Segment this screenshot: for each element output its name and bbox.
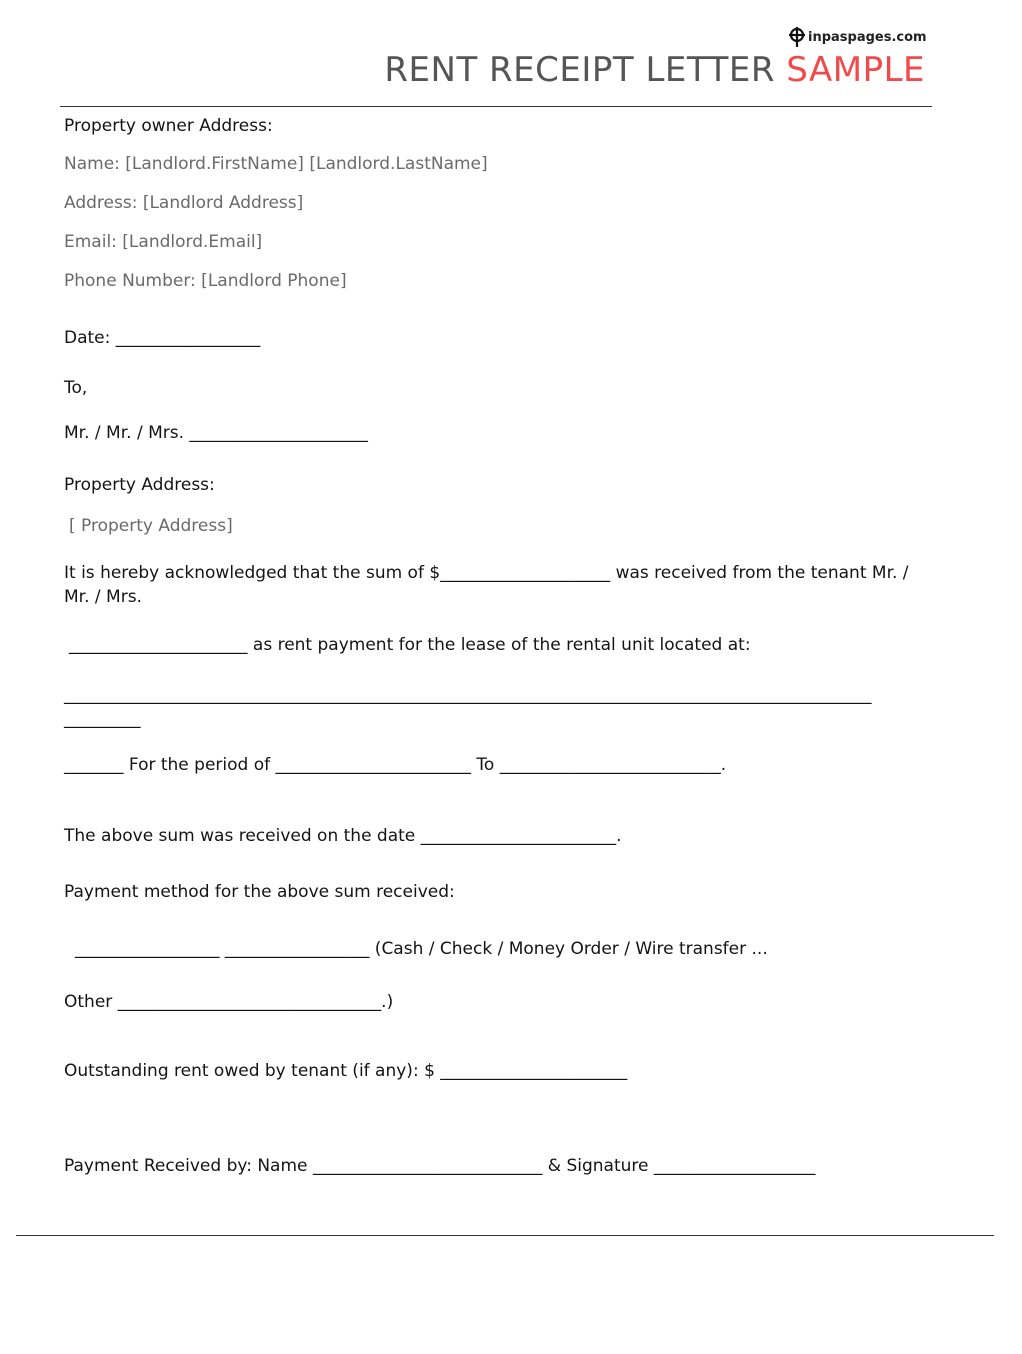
other-method-line: Other _______________________________.) [64, 992, 394, 1012]
top-divider [60, 106, 932, 107]
title-accent: SAMPLE [786, 50, 925, 90]
property-address-heading: Property Address: [64, 475, 215, 495]
salutation-line: Mr. / Mr. / Mrs. _____________________ [64, 423, 368, 443]
page-title [384, 50, 925, 90]
landlord-phone: Phone Number: [Landlord Phone] [64, 271, 347, 291]
date-line: Date: _________________ [64, 328, 261, 348]
pin-icon [788, 26, 806, 48]
property-address: [ Property Address] [69, 516, 233, 536]
acknowledgement-line-1: It is hereby acknowledged that the sum of $____________________ was received from the tenant Mr. / [64, 563, 909, 583]
acknowledgement-line-2: Mr. / Mrs. [64, 587, 142, 607]
logo-text: inpaspages.com [808, 29, 927, 45]
owner-address-heading: Property owner Address: [64, 116, 273, 136]
period-line: _______ For the period of _______________________ To __________________________. [64, 755, 727, 775]
received-by-line: Payment Received by: Name ___________________________ & Signature ___________________ [64, 1156, 816, 1176]
title-main: RENT RECEIPT LETTER [384, 50, 775, 90]
site-logo [788, 26, 927, 48]
landlord-address: Address: [Landlord Address] [64, 193, 304, 213]
unit-address-blank-2: _________ [64, 709, 141, 729]
landlord-name: Name: [Landlord.FirstName] [Landlord.LastName] [64, 154, 488, 174]
received-date-line: The above sum was received on the date _______________________. [64, 826, 622, 846]
rent-payment-line: _____________________ as rent payment for the lease of the rental unit located at: [69, 635, 751, 655]
landlord-email: Email: [Landlord.Email] [64, 232, 263, 252]
outstanding-rent-line: Outstanding rent owed by tenant (if any): $ ______________________ [64, 1061, 628, 1081]
payment-method-heading: Payment method for the above sum received: [64, 882, 455, 902]
to-line: To, [64, 378, 88, 398]
bottom-divider [16, 1235, 994, 1236]
unit-address-blank-1: _______________________________________________________________________________________________ [64, 685, 872, 705]
payment-method-line: _________________ _________________ (Cash / Check / Money Order / Wire transfer ... [75, 939, 768, 959]
